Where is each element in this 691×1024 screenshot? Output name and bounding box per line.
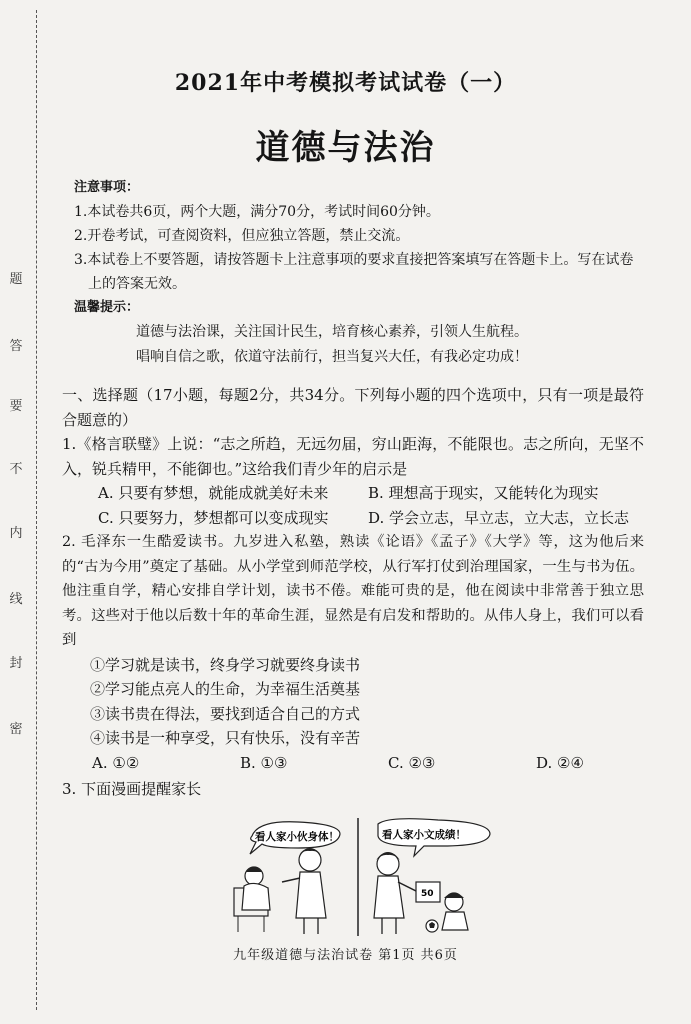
option-a[interactable]: A. 只要有梦想，就能成就美好未来	[98, 484, 329, 502]
page-footer: 九年级道德与法治试卷 第1页 共6页	[233, 948, 458, 963]
exam-paper-score: 50	[421, 889, 434, 899]
statement: ④读书是一种享受，只有快乐，没有辛苦	[90, 729, 361, 747]
notice-item: 1.本试卷共6页，两个大题，满分70分，考试时间60分钟。	[74, 204, 440, 220]
notice-heading: 注意事项：	[74, 180, 140, 195]
left-caption: 看人家小伙身体！	[255, 831, 339, 843]
statement: ③读书贵在得法，要找到适合自己的方式	[90, 704, 361, 723]
section-heading: 一、选择题（17小题，每题2分，共34分。下列每小题的四个选项中，只有一项是最符合题意的）	[62, 386, 644, 429]
margin-label: 密	[9, 722, 23, 737]
cartoon-illustration	[228, 818, 496, 936]
margin-label: 题	[9, 272, 23, 287]
margin-label: 封	[9, 656, 23, 671]
mother-body	[296, 872, 326, 918]
child-body	[242, 883, 270, 910]
child-hair	[246, 867, 262, 872]
margin-label: 内	[9, 526, 23, 541]
tips-heading: 温馨提示：	[74, 300, 140, 315]
question-2: 2. 毛泽东一生酷爱读书。九岁进入私塾，熟读《论语》《孟子》《大学》等，这为他后来的“古为今用”奠定了基础。从小学堂到师范学校，从行军打仗到治理国家，一生与书为伍。他注重自学，精心安排自学计划，读书不倦。难能可贵的是，他在阅读中非常善于独立思考。这些对于他以后数十年的革命生涯，显然是有启发和帮助的。从伟人身上，我们可以看到	[62, 534, 644, 648]
subject-title: 道德与法治	[255, 128, 436, 168]
statement: ①学习就是读书，终身学习就要终身读书	[90, 655, 361, 674]
margin-label: 线	[9, 592, 23, 607]
option-b[interactable]: B. ①③	[240, 753, 288, 772]
father-arm	[398, 882, 418, 892]
notice-item: 3.本试卷上不要答题，请按答题卡上注意事项的要求直接把答案填写在答题卡上。写在试卷上的答案无效。	[74, 252, 634, 292]
option-d[interactable]: D. 学会立志，早立志，立大志，立长志	[368, 508, 630, 527]
option-c[interactable]: C. 只要努力，梦想都可以变成现实	[98, 508, 329, 527]
question-3: 3. 下面漫画提醒家长	[62, 780, 202, 798]
statement: ②学习能点亮人的生命，为幸福生活奠基	[90, 680, 361, 698]
margin-label: 答	[9, 339, 23, 354]
margin-label: 不	[9, 462, 23, 477]
child-body	[442, 912, 468, 930]
option-a[interactable]: A. ①②	[92, 753, 140, 772]
option-d[interactable]: D. ②④	[536, 753, 584, 772]
tips-line: 道德与法治课，关注国计民生，培育核心素养，引领人生航程。	[136, 324, 528, 340]
margin-label: 要	[9, 399, 23, 414]
notice-section	[74, 176, 644, 370]
child-hair	[444, 893, 464, 898]
tips-line: 唱响自信之歌，依道守法前行，担当复兴大任，有我必定功成！	[136, 349, 528, 365]
mother-head	[299, 849, 321, 871]
option-c[interactable]: C. ②③	[388, 753, 436, 772]
exam-title: 2021年中考模拟考试试卷（一）	[174, 70, 517, 96]
question-1: 1.《格言联璧》上说：“志之所趋，无远勿届，穷山距海，不能限也。志之所向，无坚不入，锐兵精甲，不能御也。”这给我们青少年的启示是	[62, 435, 644, 478]
section-one	[62, 383, 644, 802]
mother-pointing-arm	[282, 878, 300, 882]
notice-item: 2.开卷考试，可查阅资料，但应独立答题，禁止交流。	[74, 228, 410, 244]
option-b[interactable]: B. 理想高于现实，又能转化为现实	[368, 484, 599, 502]
question-1-options	[62, 481, 644, 530]
question-2-options	[62, 751, 644, 776]
right-caption: 看人家小文成绩！	[382, 829, 466, 841]
